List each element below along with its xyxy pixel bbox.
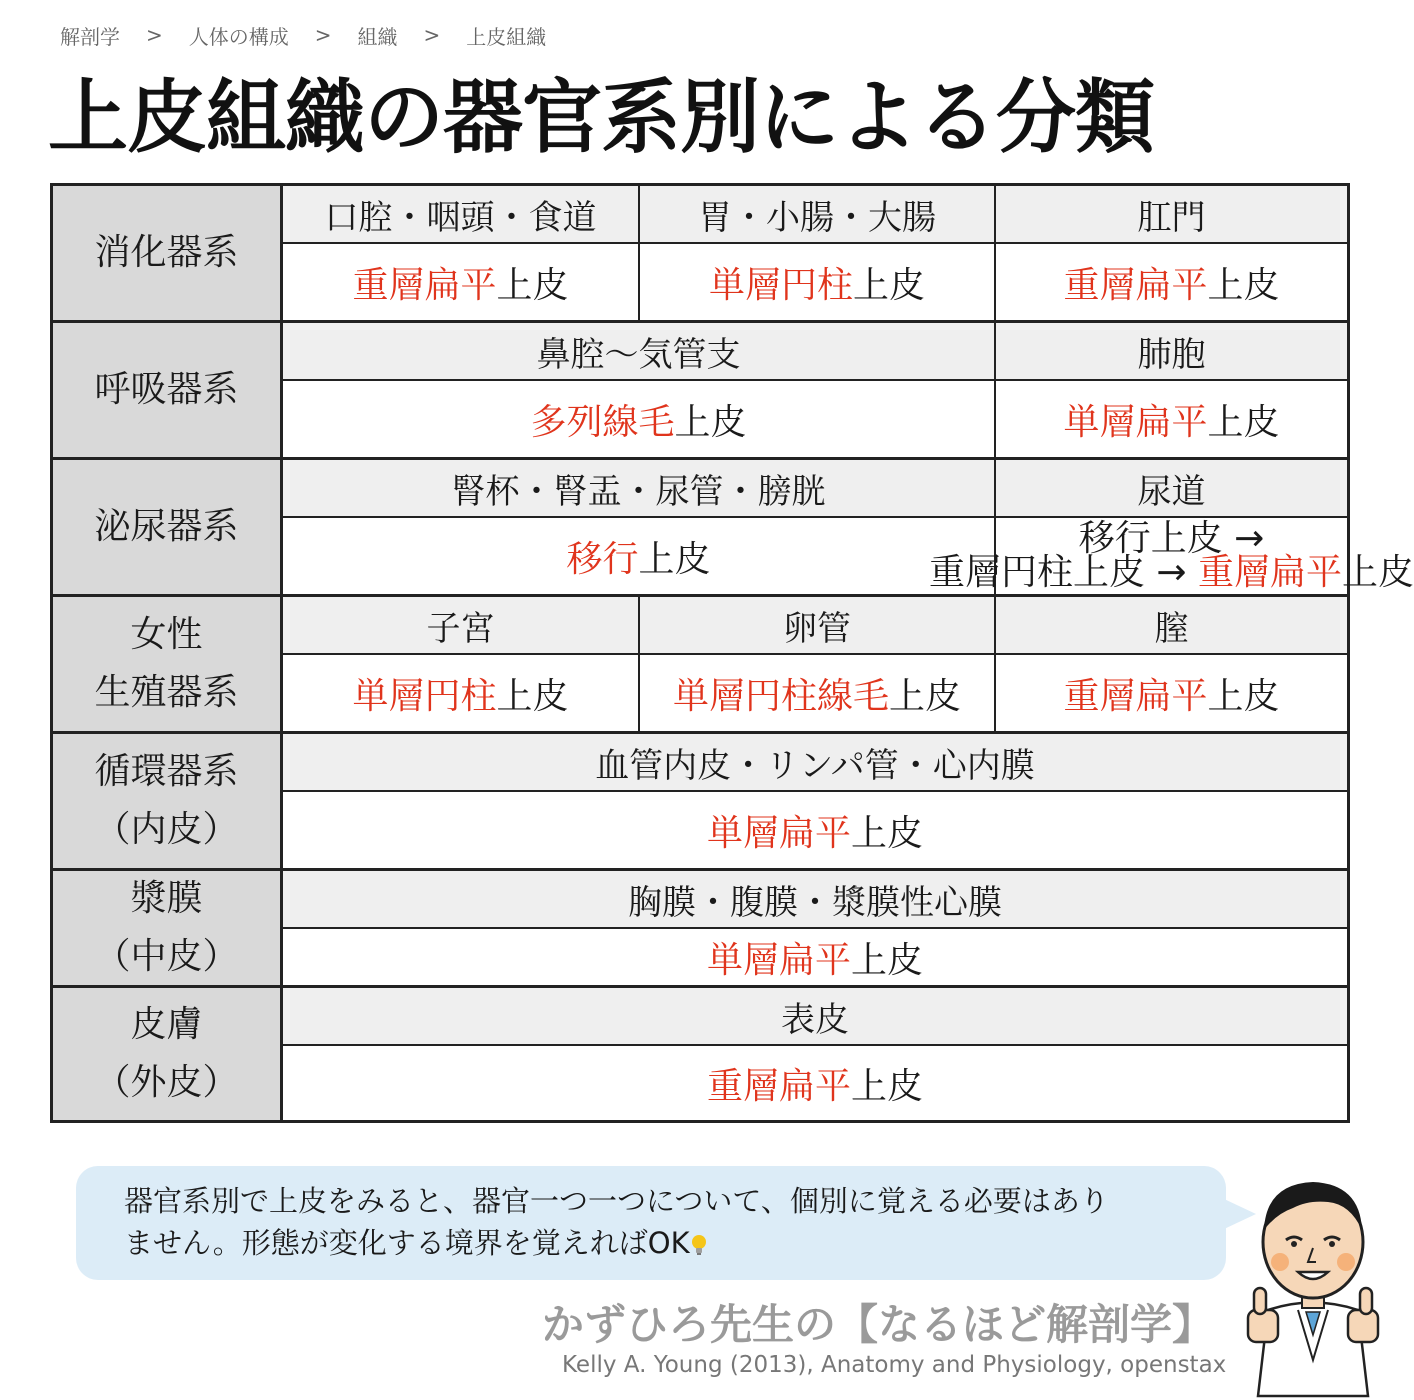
organ-cell: 胃・小腸・大腸: [638, 186, 994, 244]
organ-cell: 尿道: [994, 460, 1347, 518]
epithelium-type: 単層扁平: [706, 939, 851, 981]
epithelium-suffix: 上皮: [674, 401, 747, 443]
row-header-label: （中皮）: [94, 936, 239, 977]
organ-cell: 鼻腔〜気管支: [283, 323, 994, 381]
urethra-transition-line2: [928, 552, 1414, 593]
epithelium-cell: [283, 655, 638, 731]
row-header-label: 皮膚: [130, 1004, 203, 1045]
epithelium-cell: [994, 244, 1347, 320]
doctor-avatar: [1238, 1160, 1388, 1396]
epithelium-type: 移行: [566, 538, 639, 580]
table-row-respiratory: [53, 323, 1347, 460]
epithelium-type: 重層扁平: [1063, 675, 1208, 717]
urethra-line2-start: 重層円柱上皮 →: [928, 552, 1187, 593]
urethra-line2-red: 重層扁平: [1198, 552, 1343, 593]
organ-cell: 血管内皮・リンパ管・心内膜: [283, 734, 1347, 792]
table-row-digestive: [53, 186, 1347, 323]
epithelium-cell: [638, 655, 994, 731]
brand-name: かずひろ先生の【なるほど解剖学】: [542, 1300, 1215, 1349]
organ-cell: 腎杯・腎盂・尿管・膀胱: [283, 460, 994, 518]
breadcrumb-separator: >: [423, 23, 441, 47]
table-row-skin: [53, 988, 1347, 1120]
row-header-label: 循環器系: [94, 751, 239, 792]
organ-cell: 膣: [994, 597, 1347, 655]
epithelium-suffix: 上皮: [851, 1065, 924, 1107]
breadcrumb: [60, 20, 546, 50]
epithelium-cell: [283, 792, 1347, 868]
epithelium-suffix: 上皮: [1207, 675, 1280, 717]
urethra-line2-suffix: 上皮: [1342, 552, 1414, 593]
bubble-text-line2-content: ません。形態が変化する境界を覚えればOK: [124, 1226, 690, 1260]
breadcrumb-item-epithelial[interactable]: 上皮組織: [466, 24, 547, 49]
classification-table: [50, 183, 1414, 1123]
row-header-female-reproductive: [53, 597, 283, 731]
epithelium-type: 多列線毛: [530, 401, 675, 443]
row-header-label: 消化器系: [94, 232, 239, 273]
row-header-label: 女性: [130, 614, 203, 655]
epithelium-type: 単層円柱線毛: [672, 675, 889, 717]
speech-bubble: [76, 1166, 1226, 1280]
epithelium-type: 単層扁平: [1063, 401, 1208, 443]
epithelium-suffix: 上皮: [851, 812, 924, 854]
row-header-label: 呼吸器系: [94, 369, 239, 410]
row-header-circulatory: [53, 734, 283, 868]
table-row-circulatory: [53, 734, 1347, 871]
epithelium-suffix: 上皮: [853, 264, 926, 306]
epithelium-suffix: 上皮: [638, 538, 711, 580]
epithelium-cell: [283, 1046, 1347, 1120]
bubble-text-line1: 器官系別で上皮をみると、器官一つ一つについて、個別に覚える必要はあり: [124, 1184, 1109, 1218]
row-header-digestive: [53, 186, 283, 320]
organ-cell: 子宮: [283, 597, 638, 655]
organ-cell: 口腔・咽頭・食道: [283, 186, 638, 244]
organ-cell: 肛門: [994, 186, 1347, 244]
row-header-serous: [53, 871, 283, 985]
epithelium-type: 重層扁平: [1063, 264, 1208, 306]
row-header-urinary: [53, 460, 283, 594]
breadcrumb-item-anatomy[interactable]: 解剖学: [60, 24, 120, 49]
epithelium-cell: [283, 381, 994, 457]
epithelium-cell: [994, 655, 1347, 731]
breadcrumb-separator: >: [314, 23, 332, 47]
epithelium-cell: [283, 518, 994, 594]
row-header-label: 生殖器系: [94, 672, 239, 713]
organ-cell: 胸膜・腹膜・漿膜性心膜: [283, 871, 1347, 929]
epithelium-type: 重層扁平: [706, 1065, 851, 1107]
table-row-urinary: [53, 460, 1414, 597]
epithelium-cell: [994, 381, 1347, 457]
urethra-epithelium-cell: [928, 518, 1414, 594]
epithelium-cell: [283, 244, 638, 320]
row-header-label: （外皮）: [94, 1062, 239, 1103]
epithelium-type: 単層円柱: [352, 675, 497, 717]
source-credit: Kelly A. Young (2013), Anatomy and Physiology, openstax: [562, 1352, 1227, 1378]
breadcrumb-separator: >: [146, 23, 163, 47]
row-header-skin: [53, 988, 283, 1120]
page-title: 上皮組織の器官系別による分類: [48, 71, 1154, 164]
row-header-label: 泌尿器系: [94, 506, 239, 547]
table-row-female-reproductive: [53, 597, 1347, 734]
epithelium-cell: [638, 244, 994, 320]
epithelium-cell: [283, 929, 1347, 985]
epithelium-suffix: 上皮: [851, 939, 924, 981]
breadcrumb-item-tissue[interactable]: 組織: [357, 24, 398, 49]
urethra-transition-line1: 移行上皮 →: [1078, 518, 1265, 559]
row-header-label: 漿膜: [130, 878, 203, 919]
organ-cell: 卵管: [638, 597, 994, 655]
epithelium-suffix: 上皮: [1207, 401, 1280, 443]
lightbulb-icon: [690, 1234, 708, 1256]
epithelium-type: 単層扁平: [706, 812, 851, 854]
organ-cell: 肺胞: [994, 323, 1347, 381]
epithelium-suffix: 上皮: [496, 264, 569, 306]
breadcrumb-item-body-structure[interactable]: 人体の構成: [188, 24, 289, 49]
epithelium-suffix: 上皮: [889, 675, 962, 717]
bubble-text-line2: [124, 1222, 1226, 1264]
epithelium-type: 単層円柱: [708, 264, 853, 306]
row-header-respiratory: [53, 323, 283, 457]
organ-cell: 表皮: [283, 988, 1347, 1046]
epithelium-type: 重層扁平: [352, 264, 497, 306]
epithelium-suffix: 上皮: [1207, 264, 1280, 306]
row-header-label: （内皮）: [94, 809, 239, 850]
table-row-serous: [53, 871, 1347, 988]
epithelium-suffix: 上皮: [496, 675, 569, 717]
